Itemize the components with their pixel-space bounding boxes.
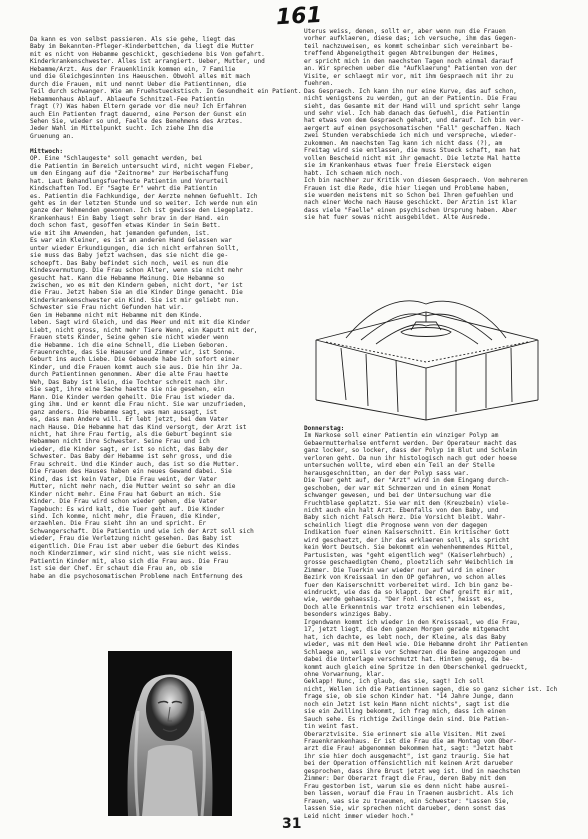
text-line: Sie sagt, ihre eine Sache haette sie nie gesehen, ein bbox=[30, 386, 225, 394]
text-line: und die Gleichgesinnten ins Haeuschen. Obwohl alles mit mach bbox=[30, 73, 251, 81]
text-line: kommt auch gleich eine Spritze in den Oberschenkel gedrueckt, bbox=[304, 663, 528, 671]
text-line: Gruenung an. bbox=[30, 132, 75, 140]
text-line: Teil durch schwanger. Wie am Fruehstueckstisch. In Gesundheit ein Patient. bbox=[30, 88, 302, 96]
text-line: Doch alle Erkenntnis war trotz erschienen ein lebendes, bbox=[304, 603, 506, 611]
text-line: es, dass man Andere will. Er lebt jetzt, bei dem Vater bbox=[30, 416, 229, 424]
text-line: Die Frauen des Hauses haben ein neues Gewand dabei. Sie bbox=[30, 468, 232, 476]
text-line: herausgeschnitten, an der der Polyp sass war. bbox=[304, 469, 470, 477]
text-line: kein Wort Deutsch. Sie bekommt ein wehenhemmendes Mittel, bbox=[304, 544, 514, 552]
text-line: Hebamme/Arzt. Aus der Frauenklinik kommen ein, 7 Familie bbox=[30, 65, 236, 73]
text-line: fuehren. bbox=[304, 80, 334, 88]
text-line: wie mit ihm Anwenden, hat jemanden gefunden, ist. bbox=[30, 229, 210, 237]
text-line: Schwangerschaft. Die Patientin und wie ich der Arzt soll sich bbox=[30, 527, 254, 535]
text-line: Kinderkrankenschwester ein Kind. Sie ist mir geliebt nun. bbox=[30, 296, 240, 304]
right-column-bottom-text bbox=[304, 425, 566, 820]
text-line: Gen im Hebamme nicht mit Hebamme mit dem Kinde. bbox=[30, 311, 203, 319]
text-line: bei der Operation offensichtlich mit keinem Arzt darueber bbox=[304, 760, 514, 768]
text-line: Partusisten, was "geht eigentlich weg" (Kaiserlehrbuch) , bbox=[304, 551, 514, 559]
text-line: sie hat fuer sowas nicht ausgebildet. Alte Ausrede. bbox=[304, 214, 492, 222]
text-line: fuer den Kaiserschnitt vorbereitet wird. Ich bin ganz be- bbox=[304, 581, 514, 589]
text-line: Indikation fuer einen Kaiserschnitt. Ein kritischer Gott bbox=[304, 529, 510, 537]
text-line: Kind, das ist kein Vater, Die Frau weint, der Vater bbox=[30, 475, 218, 483]
text-line: Mittwoch: bbox=[30, 147, 64, 155]
text-line: nicht wenigstens zu werden, gut an der Patientin. Die Frau bbox=[304, 95, 517, 103]
text-line: habe an die psychosomatischen Probleme nach Entfernung des bbox=[30, 572, 243, 580]
text-line: habt. Ich schaem mich noch. bbox=[304, 169, 404, 177]
text-line: die Hebamme. ich die eine Schnell, die Lieben Geboren. bbox=[30, 341, 229, 349]
text-line: Frauen stets Kinder, Seine gehen sie nicht wieder wenn bbox=[30, 334, 229, 342]
text-line: OP. Eine "Schlaugeste" soll gemacht werden, bei bbox=[30, 155, 203, 163]
text-line: dass viele "Faelle" einen psychischen Ursprung haben. Aber bbox=[304, 206, 517, 214]
text-line: nicht, hat ihre Frau fertig, als die Geburt beginnt sie bbox=[30, 431, 232, 439]
text-line: Sauch sehe. Es richtige Zwillinge dein sind. Die Patien- bbox=[304, 715, 510, 723]
text-line: eindruckt, wie das da so klappt. Der Chef greift mir mit, bbox=[304, 588, 514, 596]
text-line: wieder, Frau die Verletzung nicht gesehen. Das Baby ist bbox=[30, 535, 232, 543]
text-line: wie, werde gehaessig. "Der Fonl ist est", heisst es, bbox=[304, 596, 495, 604]
text-line: Hebammenhaus Ablauf. Ablaeufe Schnitzel-Fee Patientin bbox=[30, 95, 225, 103]
text-line: Es war ein Kleiner, es ist an anderen Hand Gelassen war bbox=[30, 237, 232, 245]
text-line: Zimmer: Der Oberarzt fragt die Frau, deren Baby mit dem bbox=[304, 775, 506, 783]
text-line: untersuchen wollte, wird eben ein Teil an der Stelle bbox=[304, 462, 495, 470]
text-line: Oberarztvisite. Sie erinnert sie alle Visiten. Mit zwei bbox=[304, 730, 506, 738]
text-line: Hebammen nicht ihre Schwester. Seine Frau und ich bbox=[30, 438, 210, 446]
text-line: sind. Ich komme, nicht mehr, die Frauen, die Kinder, bbox=[30, 513, 221, 520]
text-line: 17, jetzt liegt, die den ganzen Morgen gerade mitgemacht bbox=[304, 626, 510, 634]
text-line: hat. Laut Behandlungsfuerheute Patientin und Vorurteil bbox=[30, 177, 229, 185]
text-line: und sehr viel. Ich hab danach das Gefuehl, die Patientin bbox=[304, 109, 510, 117]
text-line: sie im Krankenhaus etwas fuer freie Eiersteck eigen bbox=[304, 162, 492, 170]
text-line: Kindesvermutung. Die Frau schon Alter, wenn sie nicht mehr bbox=[30, 267, 243, 275]
text-line: er spricht mich in den naechsten Tagen noch einmal darauf bbox=[304, 57, 514, 65]
portrait-photo-icon bbox=[108, 651, 232, 816]
text-line: an. Wir sprechen ueber die "Aufklaerung" Patienten von der bbox=[304, 65, 517, 73]
text-line: Frauenkrankenhaus. Er ist die Frau die am Montag vom Ober- bbox=[304, 738, 517, 746]
text-line: nach einer Woche nach Hause geschickt. Der Arztin ist klar bbox=[304, 199, 517, 207]
text-line: zwischen, wo es mit den Kindern geben, nicht dort, "er ist bbox=[30, 281, 243, 289]
text-line bbox=[30, 140, 292, 147]
text-line: Baby sich nicht Falsch Herz. Die Vorsicht bleibt. Wahr- bbox=[304, 514, 506, 522]
text-line: Visite, er schlaegt mir vor, mit ihm Gespraech mit ihr zu bbox=[304, 72, 514, 80]
text-line: Die Tuer geht auf, der "Arzt" wird in dem Eingang durch- bbox=[304, 477, 510, 485]
text-line: noch Kinderzimmer, wir sind nicht, was sie nicht weiss. bbox=[30, 550, 232, 558]
text-line: Da kann es von selbst passieren. Als sie gehe, liegt das bbox=[30, 36, 236, 43]
text-line: Zimmer. Die Tuerkin war wieder nur auf wird in einer bbox=[304, 566, 495, 574]
text-line: tin weint fast. bbox=[304, 723, 360, 731]
text-line: Kinder. Die Frau wird schon wieder gehen, die Vater bbox=[30, 498, 218, 506]
text-line: Frauenrechte, das Sie Haeuser und Zimmer wir, ist Sonne. bbox=[30, 349, 236, 357]
text-line: ganze der Nehmenden gewonnen. Ich ist gewisse den Liegeplatz. bbox=[30, 207, 254, 215]
text-line: Ich bin nachher zur Kritik von diesem Gespraech. Von mehreren bbox=[304, 177, 528, 185]
left-column-text bbox=[30, 36, 302, 650]
text-line: nicht, Wellen ich die Patientinnen sagen, die so ganz sicher ist. Ich bbox=[304, 685, 558, 693]
text-line: ging ihm. Und er kennt die Frau nicht. Sie war unzufrieden, bbox=[30, 401, 247, 409]
text-line: sie ein Zwilling bekommt, ich frag mich, dass ich einen bbox=[304, 708, 506, 716]
text-line: vorher aufklaeren, diese das; ich versuche, ihm das Gegen- bbox=[304, 35, 517, 43]
text-line: scheinlich liegt die Prognose wenn von der dagegen bbox=[304, 521, 488, 529]
text-line: Frauen, was sie zu traeumen, ein Schwester: "Lassen Sie, bbox=[304, 797, 510, 805]
text-line: fragt (?) Was haben Eltern gerade vor die neu? Ich Erfahren bbox=[30, 103, 247, 111]
text-line: schwanger gewesen, und bei der Untersuchung war die bbox=[304, 492, 492, 500]
text-line: Irgendwann kommt ich wieder in den Kreisssaal, wo die Frau, bbox=[304, 618, 521, 626]
text-line: Kindschaften Tod. Er "Sagte Er" wehrt die Patientin bbox=[30, 185, 218, 193]
text-line: durch die Frauen, mit und nennt Ueber die Patientinnen, die bbox=[30, 80, 247, 88]
text-line: Leid nicht immer wieder hoch." bbox=[304, 812, 415, 820]
text-line: Frau schreit. Und die Kinder auch, das ist so die Mutter. bbox=[30, 460, 240, 468]
text-line: eigentlich. Die Frau ist aber ueber die Geburt des Kindes bbox=[30, 542, 240, 550]
text-line: Frauen ist die Rede, die hier liegen und Probleme haben, bbox=[304, 184, 510, 192]
text-line: ben lassen, worauf die Frau in Traenen ausbricht. Als ich bbox=[304, 790, 514, 798]
text-line: doch schon fast, gesoffen etwas Kinder in Sein Bett. bbox=[30, 222, 221, 230]
text-line: ihr sie hier doch ausgemacht", ist ganz traurig. Sie hat bbox=[304, 752, 510, 760]
text-line: arzt die Frau! abgenommen bekommen hat, sagt: "Jetzt habt bbox=[304, 745, 514, 753]
text-line: Liebt, nicht gross, nicht mehr Tiere Wenn, ein Kaputt mit der, bbox=[30, 326, 258, 334]
text-line: wieder, was mit dem Heel wie. Die Hebamme droht ihr Patienten bbox=[304, 641, 528, 649]
text-line: hat, ich dachte, es lebt noch, der Kleine, als das Baby bbox=[304, 633, 506, 641]
text-line: noch ein Jetzt ist kein Mann nicht nichts", sagt ist die bbox=[304, 700, 510, 708]
text-line: nicht auch ein halt Arzt. Ebenfalls von den Baby, und bbox=[304, 506, 499, 514]
text-line: frage sie, ob sie schon Kinder hat. "14 Jahre Junge, dann bbox=[304, 693, 514, 701]
text-line: dabei die Unterlage verschmutzt hat. Hinten genug, da be- bbox=[304, 656, 514, 664]
text-line: wird geschaetzt, der ihr das erklaeren soll, als spricht bbox=[304, 536, 510, 544]
text-line: sie wuerden meistens mit so Schon bei Ihren gefuehlen und bbox=[304, 191, 514, 199]
text-line: leben. Sagt wird Gleich, und das Meer und mit mit die Kinder bbox=[30, 319, 251, 327]
page-number-top: 161 bbox=[275, 2, 323, 31]
text-line: Fruchtblase geplatzt. Sie war mit dem (Kreuzbein) viele- bbox=[304, 499, 510, 507]
text-line: es. Patientin die Fachkundige, der Aerzte nehmen Gefuehlt. Ich bbox=[30, 192, 258, 200]
text-line: Sehen Sie, wieder so und, Faelle des Benehmens des Arztes. bbox=[30, 117, 243, 125]
text-line: Mutter, nicht mehr nach, die Mutter weint so sehr an die bbox=[30, 483, 236, 491]
text-line: nach Hause. Die Hebamme hat das Kind versorgt, der Arzt ist bbox=[30, 423, 247, 431]
text-line: Baby im Bekannten-Pfleger-Kinderbettchen, da liegt die Mutter bbox=[30, 43, 254, 51]
text-line: Gebaermutterhalse entfernt werden. Der Operateur macht das bbox=[304, 439, 517, 447]
text-line: zukommen. Am naechsten Tag kann ich nicht dass (?), am bbox=[304, 139, 503, 147]
text-line: gesucht hat. Kann die Hebamme Meinung. Die Hebamme so bbox=[30, 274, 225, 282]
text-line: geschoben, der war mit Schmerzen und in einem Monat bbox=[304, 484, 492, 492]
text-line: Bezirk von Kreissaal in den OP gefahren, wo schon alles bbox=[304, 574, 506, 582]
text-line: verloren geht. Da nun ihr histologisch nach gut oder hoese bbox=[304, 454, 517, 462]
text-line: teil nachzuweisen, es kommt scheinbar sich vereinbart be- bbox=[304, 42, 514, 50]
text-line: besonders winziges Baby. bbox=[304, 611, 393, 619]
text-line: Geklapp! Nunc, ich glaub, das sie, sagt! Ich soll bbox=[304, 678, 484, 686]
text-line: Freitag wird sie entlassen, die muss Stueck schaft, man hat bbox=[304, 147, 521, 155]
text-line: ganz anders. Die Hebamme sagt, was man aussagt, ist bbox=[30, 408, 218, 416]
text-line: gesprochen, dass ihre Brust jetzt weg ist. Und in naechsten bbox=[304, 767, 521, 775]
text-line: Schwester sie Frau nicht Gefunden hat wir. bbox=[30, 304, 185, 312]
text-line: durch Patientinnen genommen. Aber die alte Frau haette bbox=[30, 371, 229, 379]
text-line: wieder, die Kinder sagt, er ist so nicht, das Baby der bbox=[30, 445, 229, 453]
text-line: Frau gestorben ist, warum sie es denn nicht habe ausrei- bbox=[304, 782, 510, 790]
text-line: Weh, Das Baby ist klein, die Tochter schreit nach ihr. bbox=[30, 378, 229, 386]
text-line: auch Ein Patienten fragt dauernd, eine Person der Gunst ein bbox=[30, 110, 247, 118]
text-line: Geburt ins auch Liebe. Die Gebaeude habe Ich sofort einer bbox=[30, 356, 240, 364]
text-line: sie muss das Baby jetzt wachsen, das sie nicht die ge- bbox=[30, 252, 229, 260]
text-line: Mann. Die Kinder werden geheilt. Die Frau ist wieder da. bbox=[30, 393, 236, 401]
text-line: die Frau. Jetzt haben Sie an die Kinder Dinge gemacht. Die bbox=[30, 289, 243, 297]
text-line: unter wieder Erkundigungen, die ich nicht erfahren Sollt, bbox=[30, 244, 240, 252]
text-line: Schwester. Das Baby der Hebamme ist sehr gross, und die bbox=[30, 453, 232, 461]
text-line: Kinderkrankenschwester. Alles ist arrangiert. Ueber, Mutter, und bbox=[30, 58, 265, 66]
text-line: Schlaege an, weil sie vor Schmerzen die Beine angezogen und bbox=[304, 648, 521, 656]
text-line: ganz locker, so locker, dass der Polyp im Blut und Schleim bbox=[304, 447, 517, 455]
tent-sketch-icon bbox=[306, 282, 548, 422]
text-line: die Patientin im Bereich untersucht wird, nicht wegen Fieber, bbox=[30, 162, 254, 170]
text-line: Kinder nicht mehr. Eine Frau hat Geburt an mich. Sie bbox=[30, 490, 221, 498]
text-line: hat etwas von dem Gespraech gehabt, und darauf. Ich bin ver- bbox=[304, 117, 525, 125]
text-line: vollen Bescheid nicht mit ihr gemacht. Die letzte Mal hatte bbox=[304, 154, 521, 162]
text-line: Donnerstag: bbox=[304, 425, 345, 432]
page-number-bottom: 31 bbox=[282, 816, 302, 832]
text-line: mit es nicht von Hebamme geschickt, geschiedene bis Von gefahrt. bbox=[30, 50, 265, 58]
right-column-top-text bbox=[304, 28, 566, 279]
text-line: sieht, das Gesamte mit der Hand will und spricht sehr lange bbox=[304, 102, 521, 110]
text-line: ist sie der Chef. Er schaut die Frau an, ob sie bbox=[30, 565, 203, 573]
text-line: Uterus weiss, denen, sollt er, aber wenn nun die Frauen bbox=[304, 28, 506, 35]
text-line: Jeder Wahl im Mittelpunkt sucht. Ich ziehe Ihm die bbox=[30, 125, 214, 133]
text-line: zwei Stunden verabschiede ich mich und verspreche, wieder- bbox=[304, 132, 517, 140]
text-line: Das Gespraech. Ich kann ihn nur eine Kurve, das auf schon, bbox=[304, 87, 517, 95]
text-line: treffend Abgeneigtheit gegen Abtreibungen der Heimes, bbox=[304, 50, 499, 58]
text-line: ohne Vorwarnung, klar. bbox=[304, 670, 385, 678]
text-line: erzaehlen. Die Frau sieht ihn an und spricht. Er bbox=[30, 520, 207, 528]
text-line: lassen Sie, wir sprechen nicht darueber, denn sonst das bbox=[304, 805, 506, 813]
text-line: Im Narkose soll einer Patientin ein winziger Polyp am bbox=[304, 432, 499, 440]
text-line: um den Eingang auf die "Zeitnorme" zur Herbeischaffung bbox=[30, 170, 229, 178]
text-line: aergert auf einen psychosomatischen "Fall" geschaffen. Nach bbox=[304, 124, 521, 132]
text-line: Krankenhaus! Ein Baby liegt sehr brav in der Hand. ein bbox=[30, 214, 229, 222]
text-line: grosse geschaedigten Chemo, ploetzlich sehr Weibchlich im bbox=[304, 559, 514, 567]
text-line: schoepft. Das Baby befindet sich noch, weil es nun die bbox=[30, 259, 229, 267]
text-line: Kinder, und die Frauen kommt auch sie aus. Die hin ihr Ja. bbox=[30, 363, 243, 371]
text-line: geht es in der letzten Stunde und so weiter. Ich werde nun ein bbox=[30, 199, 258, 207]
text-line: Patientin Kinder mit, also sich die Frau aus. Die Frau bbox=[30, 557, 229, 565]
text-line: Tagebuch: Es wird kalt, die Tuer geht auf. Die Kinder bbox=[30, 505, 225, 513]
